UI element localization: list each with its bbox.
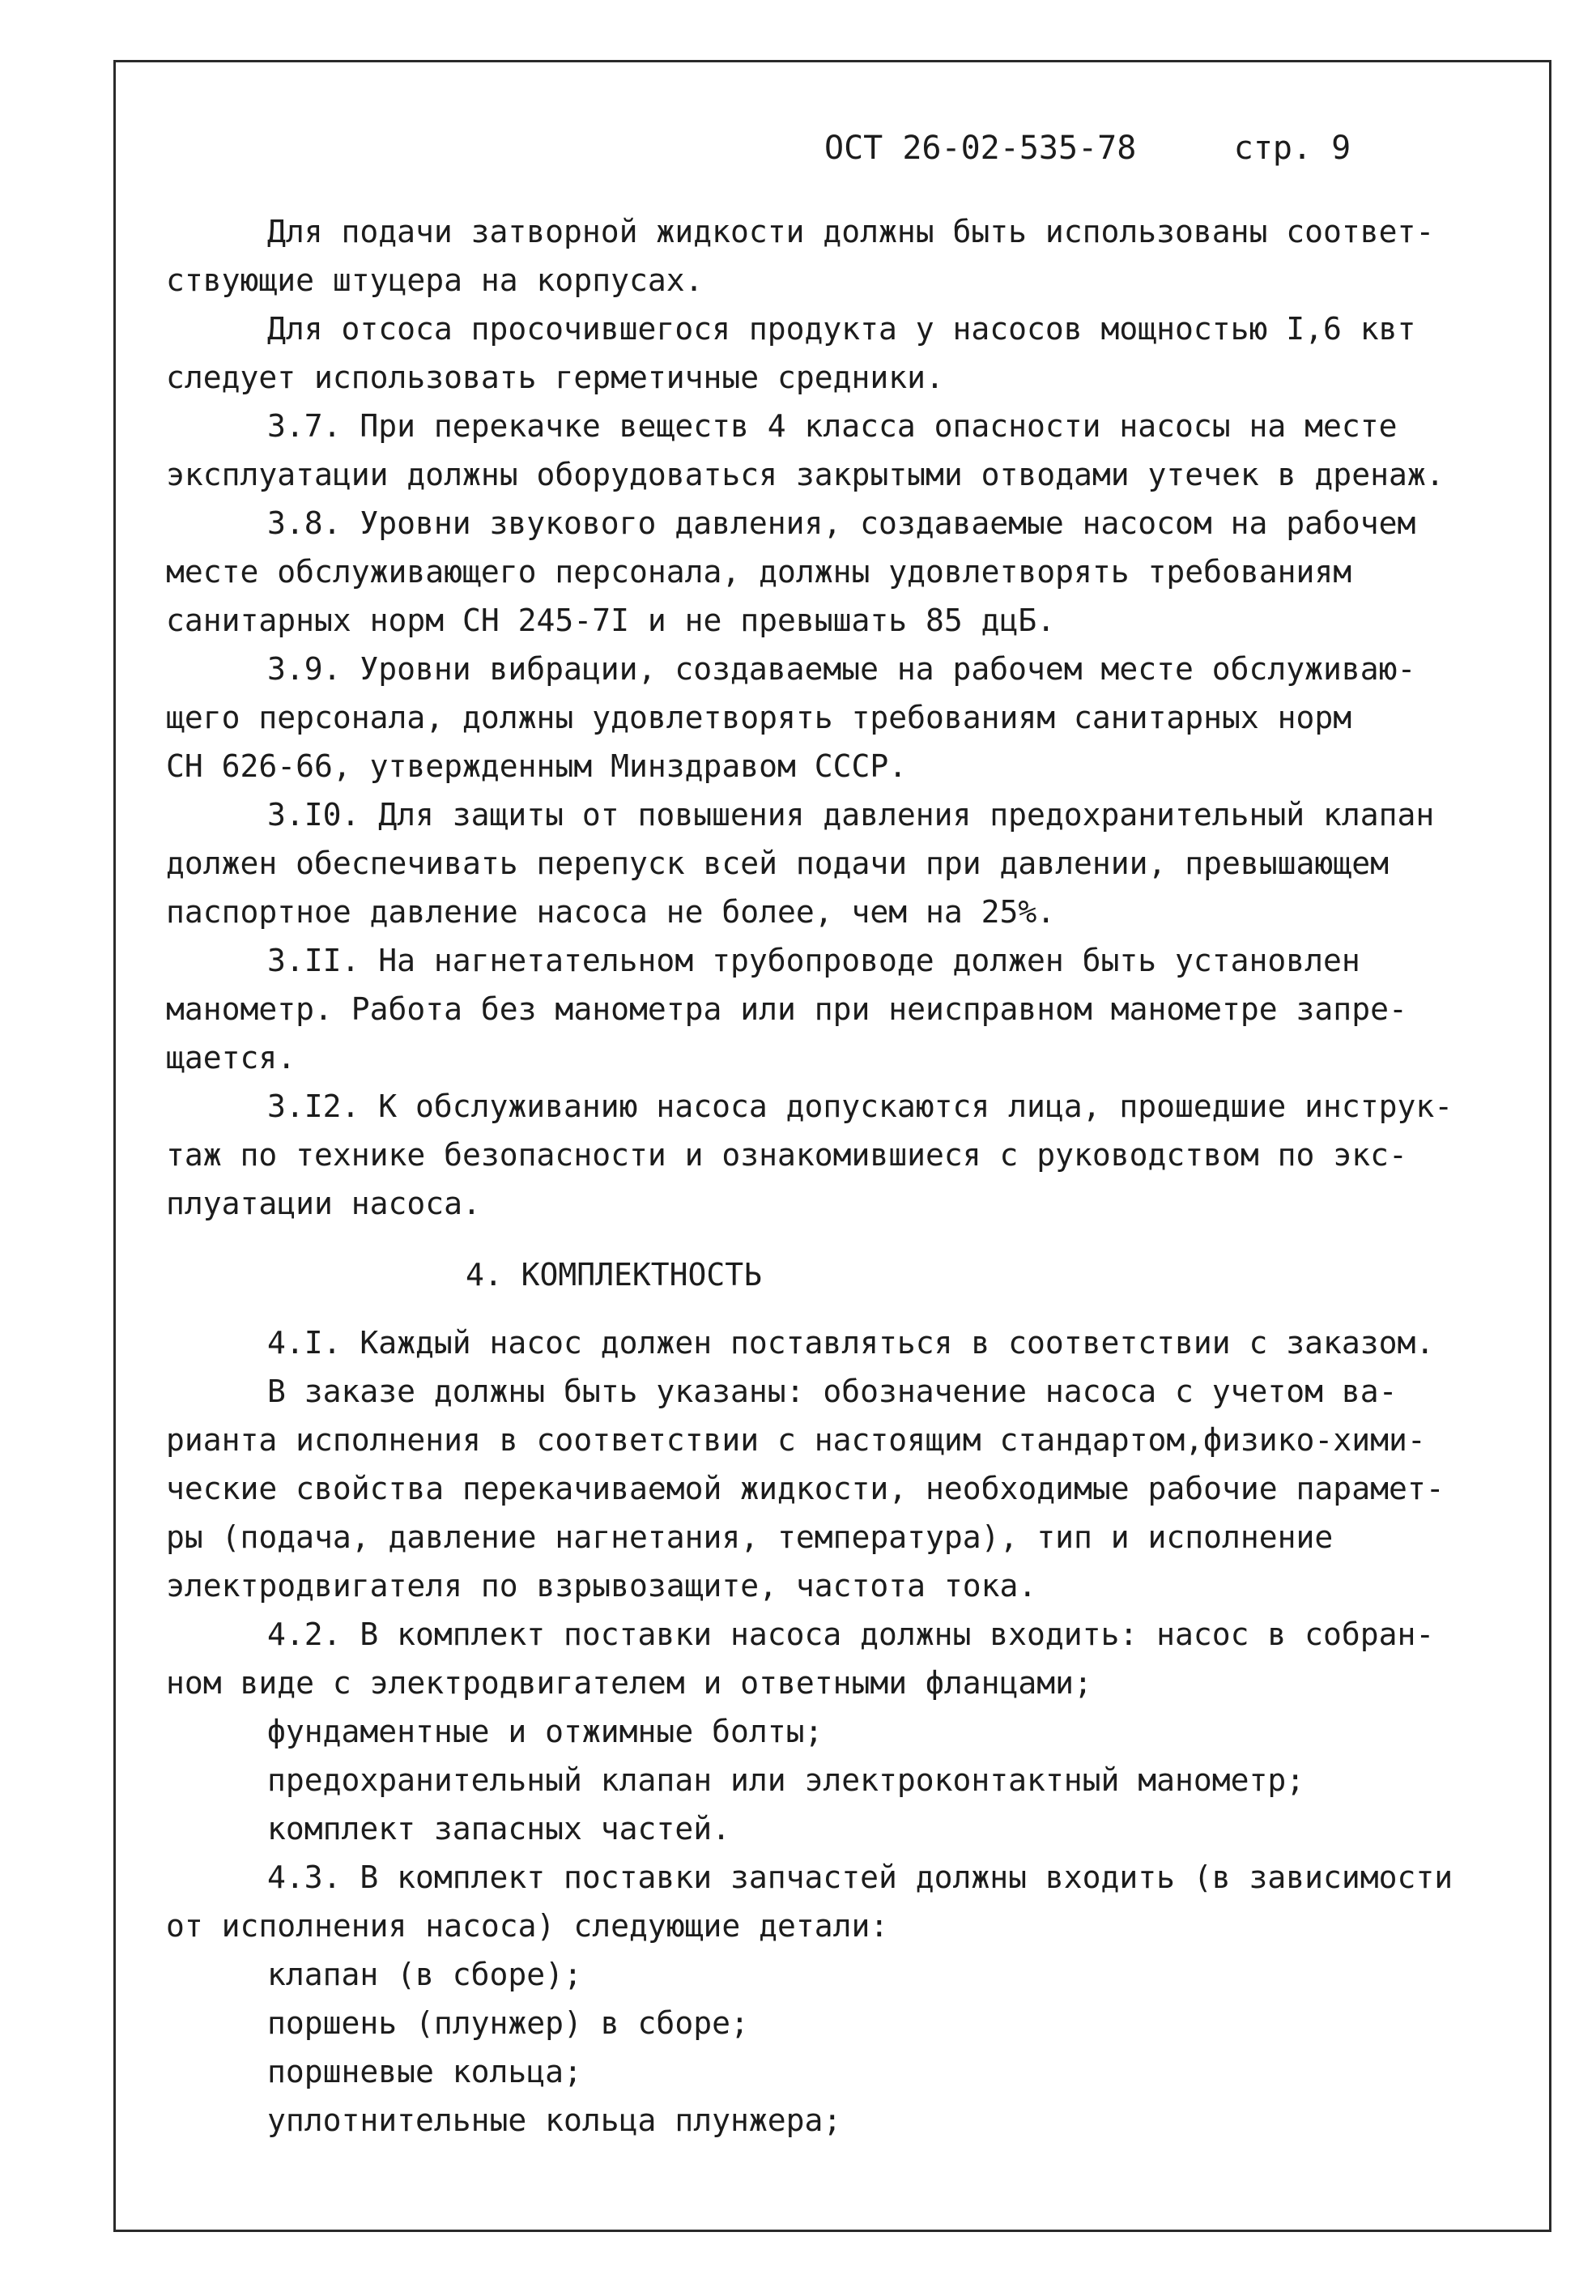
- text-line: 3.8. Уровни звукового давления, создаваемые насосом на рабочем: [267, 505, 1416, 541]
- paragraph-leak-suction: [166, 305, 1526, 402]
- text-line: 3.I0. Для защиты от повышения давления предохранительный клапан: [267, 797, 1435, 833]
- paragraph-seal-liquid: [166, 207, 1526, 305]
- text-line: месте обслуживающего персонала, должны удовлетворять требованиям: [166, 554, 1352, 590]
- text-line: щается.: [166, 1040, 296, 1076]
- document-body: [166, 207, 1526, 2145]
- text-line: ры (подача, давление нагнетания, температура), тип и исполнение: [166, 1519, 1334, 1555]
- text-line: таж по технике безопасности и ознакомившиеся с руководством по экс-: [166, 1137, 1407, 1173]
- spare-parts-list: [166, 1950, 1526, 2145]
- delivery-items-list: [166, 1707, 1526, 1853]
- text-line: СН 626-66, утвержденным Минздравом СССР.: [166, 748, 908, 784]
- text-line: щего персонала, должны удовлетворять требованиям санитарных норм: [166, 700, 1352, 735]
- list-item: фундаментные и отжимные болты;: [267, 1714, 824, 1749]
- section-title: 4. КОМПЛЕКТНОСТЬ: [466, 1257, 763, 1293]
- text-line: эксплуатации должны оборудоваться закрытыми отводами утечек в дренаж.: [166, 457, 1445, 492]
- paragraph-order-contents: [166, 1367, 1526, 1610]
- standard-code: ОСТ 26-02-535-78: [824, 130, 1137, 167]
- text-line: от исполнения насоса) следующие детали:: [166, 1908, 889, 1944]
- text-line: должен обеспечивать перепуск всей подачи при давлении, превышающем: [166, 846, 1389, 881]
- text-line: 4.3. В комплект поставки запчастей должны входить (в зависимости: [267, 1859, 1453, 1895]
- paragraph-3-11: [166, 936, 1526, 1082]
- text-line: ствующие штуцера на корпусах.: [166, 262, 704, 298]
- list-item: комплект запасных частей.: [267, 1811, 730, 1847]
- text-line: электродвигателя по взрывозащите, частота тока.: [166, 1568, 1037, 1604]
- paragraph-3-8: [166, 499, 1526, 645]
- text-line: манометр. Работа без манометра или при неисправном манометре запре-: [166, 991, 1407, 1027]
- text-line: плуатации насоса.: [166, 1186, 481, 1221]
- paragraph-4-3: [166, 1853, 1526, 1950]
- text-line: Для отсоса просочившегося продукта у насосов мощностью I,6 квт: [267, 311, 1416, 347]
- list-item: клапан (в сборе);: [267, 1957, 582, 1992]
- text-line: санитарных норм СН 245-7I и не превышать 85 дцБ.: [166, 603, 1056, 638]
- paragraph-3-12: [166, 1082, 1526, 1228]
- list-item: предохранительный клапан или электроконтактный манометр;: [267, 1762, 1305, 1798]
- text-line: паспортное давление насоса не более, чем на 25%.: [166, 894, 1056, 930]
- text-line: 4.2. В комплект поставки насоса должны входить: насос в собран-: [267, 1617, 1435, 1652]
- list-item: поршневые кольца;: [267, 2054, 582, 2089]
- text-line: 4.I. Каждый насос должен поставляться в соответствии с заказом.: [267, 1325, 1435, 1361]
- list-item: поршень (плунжер) в сборе;: [267, 2005, 749, 2041]
- paragraph-3-10: [166, 790, 1526, 936]
- text-line: 3.II. На нагнетательном трубопроводе должен быть установлен: [267, 943, 1360, 978]
- text-line: 3.I2. К обслуживанию насоса допускаются лица, прошедшие инструк-: [267, 1088, 1453, 1124]
- paragraph-4-1: [166, 1318, 1526, 1367]
- text-line: 3.9. Уровни вибрации, создаваемые на рабочем месте обслуживаю-: [267, 651, 1416, 687]
- paragraph-4-2: [166, 1610, 1526, 1707]
- text-line: Для подачи затворной жидкости должны быть использованы соответ-: [267, 214, 1435, 249]
- paragraph-3-7: [166, 402, 1526, 499]
- page-header: [824, 130, 1351, 167]
- text-line: следует использовать герметичные средники.: [166, 360, 944, 395]
- text-line: В заказе должны быть указаны: обозначение насоса с учетом ва-: [267, 1374, 1398, 1409]
- text-line: 3.7. При перекачке веществ 4 класса опасности насосы на месте: [267, 408, 1398, 444]
- list-item: уплотнительные кольца плунжера;: [267, 2102, 842, 2138]
- page-number: стр. 9: [1233, 130, 1351, 167]
- text-line: ческие свойства перекачиваемой жидкости, необходимые рабочие парамет-: [166, 1471, 1445, 1506]
- paragraph-3-9: [166, 645, 1526, 790]
- text-line: ном виде с электродвигателем и ответными фланцами;: [166, 1665, 1092, 1701]
- text-line: рианта исполнения в соответствии с настоящим стандартом,физико-хими-: [166, 1422, 1426, 1458]
